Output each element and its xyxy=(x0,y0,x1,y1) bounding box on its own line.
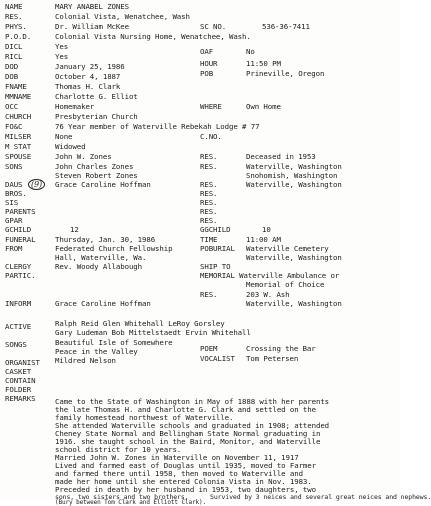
label-res-inform: RES. xyxy=(200,290,218,299)
value-where: Own Home xyxy=(246,102,281,111)
remarks-line: 1916. she taught school in the Baird, Monitor, and Waterville xyxy=(55,437,321,446)
remarks-line: Came to the State of Washington in May of 1888 with her parents xyxy=(55,397,330,406)
label-vocalist: VOCALIST xyxy=(200,354,235,363)
value-scno: 536-36-7411 xyxy=(262,22,310,31)
remarks-line: Cheney State Normal and Bellingham State Normal graduating in xyxy=(55,429,321,438)
value-pobural2: Waterville, Washington xyxy=(246,253,342,262)
value-spouse-res: Deceased in 1953 xyxy=(246,152,316,161)
handwritten-daus-count: (9) xyxy=(28,179,45,190)
value-funeral-date: Thursday, Jan. 30, 1986 xyxy=(55,235,156,244)
label-foc: FO&C xyxy=(5,122,23,131)
label-fname: FNAME xyxy=(5,82,27,91)
value-res: Colonial Vista, Wenatchee, Wash xyxy=(55,12,190,21)
label-sis: SIS xyxy=(5,198,19,207)
value-son1-res: Waterville, Washington xyxy=(246,162,342,171)
remarks-line: made her home until she entered Colonia Vista in Nov. 1983. xyxy=(55,477,312,486)
label-spouse: SPOUSE xyxy=(5,152,32,161)
label-ricl: RICL xyxy=(5,52,23,61)
label-milser: MILSER xyxy=(5,132,32,141)
remarks-line: the late Thomas H. and Charlotte G. Clark and settled on the xyxy=(55,405,316,414)
value-active2: Gary Ludeman Bob Mittelstaedt Ervin Whitehall xyxy=(55,328,251,337)
label-res-gpar: RES. xyxy=(200,216,218,225)
value-active1: Ralph Reid Glen Whitehall LeRoy Gorsley xyxy=(55,319,225,328)
value-from1: Federated Church Fellowship xyxy=(55,244,173,253)
label-res-parents: RES. xyxy=(200,207,218,216)
label-res-daus: RES. xyxy=(200,180,218,189)
remarks-line: family homestead northwest of Waterville. xyxy=(55,413,234,422)
remarks-line: Married John W. Zones in Waterville on November 11, 1917 xyxy=(55,453,299,462)
label-mmname: MMNAME xyxy=(5,92,32,101)
value-time: 11:00 AM xyxy=(246,235,281,244)
value-foc: 76 Year member of Waterville Rebekah Lodge # 77 xyxy=(55,122,260,131)
value-song2: Peace in the Valley xyxy=(55,347,138,356)
value-dicl: Yes xyxy=(55,42,69,51)
label-funeral: FUNERAL xyxy=(5,235,36,244)
label-partic: PARTIC. xyxy=(5,271,36,280)
value-son2-res: Snohomish, Washington xyxy=(246,171,338,180)
remarks-line: Lived and farmed east of Douglas until 1935, moved to Farmer xyxy=(55,461,316,470)
label-oaf: OAF xyxy=(200,47,214,56)
label-dod: DOD xyxy=(5,62,19,71)
value-occ: Homemaker xyxy=(55,102,95,111)
label-pobural: POBURIAL xyxy=(200,244,235,253)
remarks-line: sons, two sisters and two brothers. xyxy=(55,493,189,501)
label-shipto: SHIP TO xyxy=(200,262,231,271)
value-vocalist: Tom Petersen xyxy=(246,354,299,363)
value-ggchild: 10 xyxy=(262,225,271,234)
value-memorial2: Memorial of Choice xyxy=(246,280,325,289)
label-mstat: M STAT xyxy=(5,142,32,151)
label-remarks: REMARKS xyxy=(5,394,36,403)
value-poem: Crossing the Bar xyxy=(246,344,316,353)
value-gchild: 12 xyxy=(70,225,79,234)
remarks-line: She attended Waterville schools and graduated in 1908; attended xyxy=(55,421,330,430)
label-organist: ORGANIST xyxy=(5,358,40,367)
label-res-sis: RES. xyxy=(200,198,218,207)
remarks-line: and farmed there until 1958, then moved to Waterville and xyxy=(55,469,303,478)
label-dicl: DICL xyxy=(5,42,23,51)
value-clergy: Rev. Woody Allabough xyxy=(55,262,142,271)
remarks-line: school district for 10 years. xyxy=(55,445,182,454)
value-mstat: Widowed xyxy=(55,142,86,151)
value-dob: October 4, 1887 xyxy=(55,72,121,81)
value-church: Presbyterian Church xyxy=(55,112,138,121)
value-spouse: John W. Zones xyxy=(55,152,112,161)
value-dau1: Grace Caroline Hoffman xyxy=(55,180,151,189)
label-bros: BROS. xyxy=(5,189,27,198)
label-from: FROM xyxy=(5,244,23,253)
label-res-bros: RES. xyxy=(200,189,218,198)
label-time: TIME xyxy=(200,235,218,244)
label-phys: PHYS. xyxy=(5,22,27,31)
label-poem: POEM xyxy=(200,344,218,353)
label-pob: POB xyxy=(200,69,214,78)
label-occ: OCC xyxy=(5,102,19,111)
value-memorial1: MEMORIAL Waterville Ambulance or xyxy=(200,271,340,280)
remarks-line: (Bury between Tom Clark and Elliott Clark). xyxy=(55,499,207,506)
label-scno: SC NO. xyxy=(200,22,227,31)
label-name: NAME xyxy=(5,2,23,11)
label-res-spouse: RES. xyxy=(200,152,218,161)
value-song1: Beautiful Isle of Somewhere xyxy=(55,338,173,347)
value-dod: January 25, 1986 xyxy=(55,62,125,71)
label-parents: PARENTS xyxy=(5,207,36,216)
label-clergy: CLERGY xyxy=(5,262,32,271)
value-ricl: Yes xyxy=(55,52,69,61)
value-mmname: Charlotte G. Elliot xyxy=(55,92,138,101)
remarks-line: Preceded in death by her husband in 1953, two daughters, two xyxy=(55,485,316,494)
value-son1: John Charles Zones xyxy=(55,162,134,171)
label-daus: DAUS xyxy=(5,180,23,189)
value-from2: Hall, Waterville, Wa. xyxy=(55,253,147,262)
label-songs: SONGS xyxy=(5,340,27,349)
value-pobural1: Waterville Cemetery xyxy=(246,244,329,253)
value-fname: Thomas H. Clark xyxy=(55,82,121,91)
label-gchild: GCHILD xyxy=(5,225,32,234)
label-pod: P.O.D. xyxy=(5,32,32,41)
remarks-line: Survived by 3 neices and several great neices and nephews. xyxy=(210,493,431,501)
value-phys: Dr. William McKee xyxy=(55,22,129,31)
value-inform: Grace Caroline Hoffman xyxy=(55,299,151,308)
label-active: ACTIVE xyxy=(5,322,32,331)
label-folder: FOLDER xyxy=(5,385,32,394)
value-hour: 11:50 PM xyxy=(246,59,281,68)
label-ggchild: GGCHILD xyxy=(200,225,231,234)
value-name: MARY ANABEL ZONES xyxy=(55,2,129,11)
value-inform-res2: Waterville, Washington xyxy=(246,299,342,308)
value-inform-res1: 203 W. Ash xyxy=(246,290,290,299)
value-pod: Colonial Vista Nursing Home, Wenatchee, Wash. xyxy=(55,32,251,41)
value-oaf: No xyxy=(246,47,255,56)
label-res: RES. xyxy=(5,12,23,21)
value-milser: None xyxy=(55,132,73,141)
value-dau1-res: Waterville, Washington xyxy=(246,180,342,189)
label-res-sons: RES. xyxy=(200,162,218,171)
label-dob: DOB xyxy=(5,72,19,81)
label-casket: CASKET xyxy=(5,367,32,376)
label-church: CHURCH xyxy=(5,112,32,121)
label-cno: C.NO. xyxy=(200,132,222,141)
value-organist: Mildred Nelson xyxy=(55,356,116,365)
value-son2: Steven Robert Zones xyxy=(55,171,138,180)
label-where: WHERE xyxy=(200,102,222,111)
label-hour: HOUR xyxy=(200,59,218,68)
label-sons: SONS xyxy=(5,162,23,171)
label-gpar: GPAR xyxy=(5,216,23,225)
label-contain: CONTAIN xyxy=(5,376,36,385)
value-pob: Prineville, Oregon xyxy=(246,69,325,78)
label-inform: INFORM xyxy=(5,299,32,308)
